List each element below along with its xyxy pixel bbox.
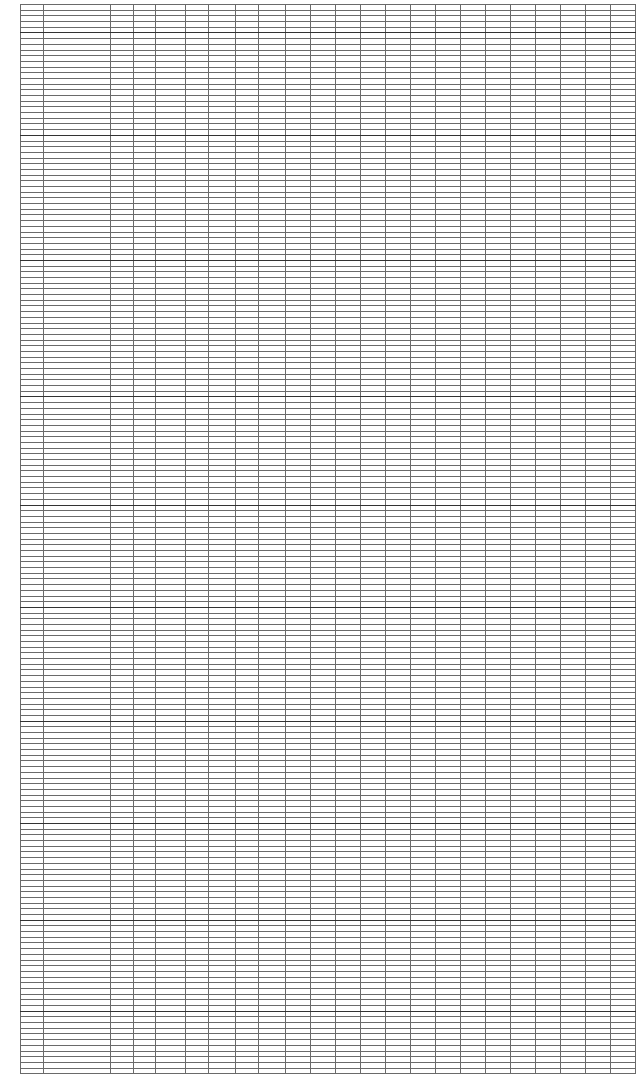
empty-cell — [610, 1068, 635, 1074]
register-table — [20, 4, 636, 1074]
empty-cell — [435, 1068, 460, 1074]
empty-cell — [410, 1068, 435, 1074]
value-cell — [235, 1068, 258, 1074]
empty-cell — [385, 1068, 410, 1074]
empty-cell — [310, 1068, 335, 1074]
empty-cell — [335, 1068, 360, 1074]
empty-cell — [560, 1068, 585, 1074]
empty-cell — [585, 1068, 610, 1074]
empty-cell — [535, 1068, 560, 1074]
value-cell — [156, 1068, 185, 1074]
value-cell — [258, 1068, 285, 1074]
value-cell — [110, 1068, 133, 1074]
value-cell — [133, 1068, 156, 1074]
empty-cell — [360, 1068, 385, 1074]
street-name — [43, 1068, 110, 1074]
empty-cell — [485, 1068, 510, 1074]
empty-cell — [460, 1068, 485, 1074]
empty-cell — [285, 1068, 310, 1074]
register-rows — [21, 5, 636, 1074]
value-cell — [208, 1068, 235, 1074]
table-row — [21, 1068, 636, 1074]
empty-cell — [510, 1068, 535, 1074]
value-cell — [185, 1068, 208, 1074]
row-number — [21, 1068, 44, 1074]
